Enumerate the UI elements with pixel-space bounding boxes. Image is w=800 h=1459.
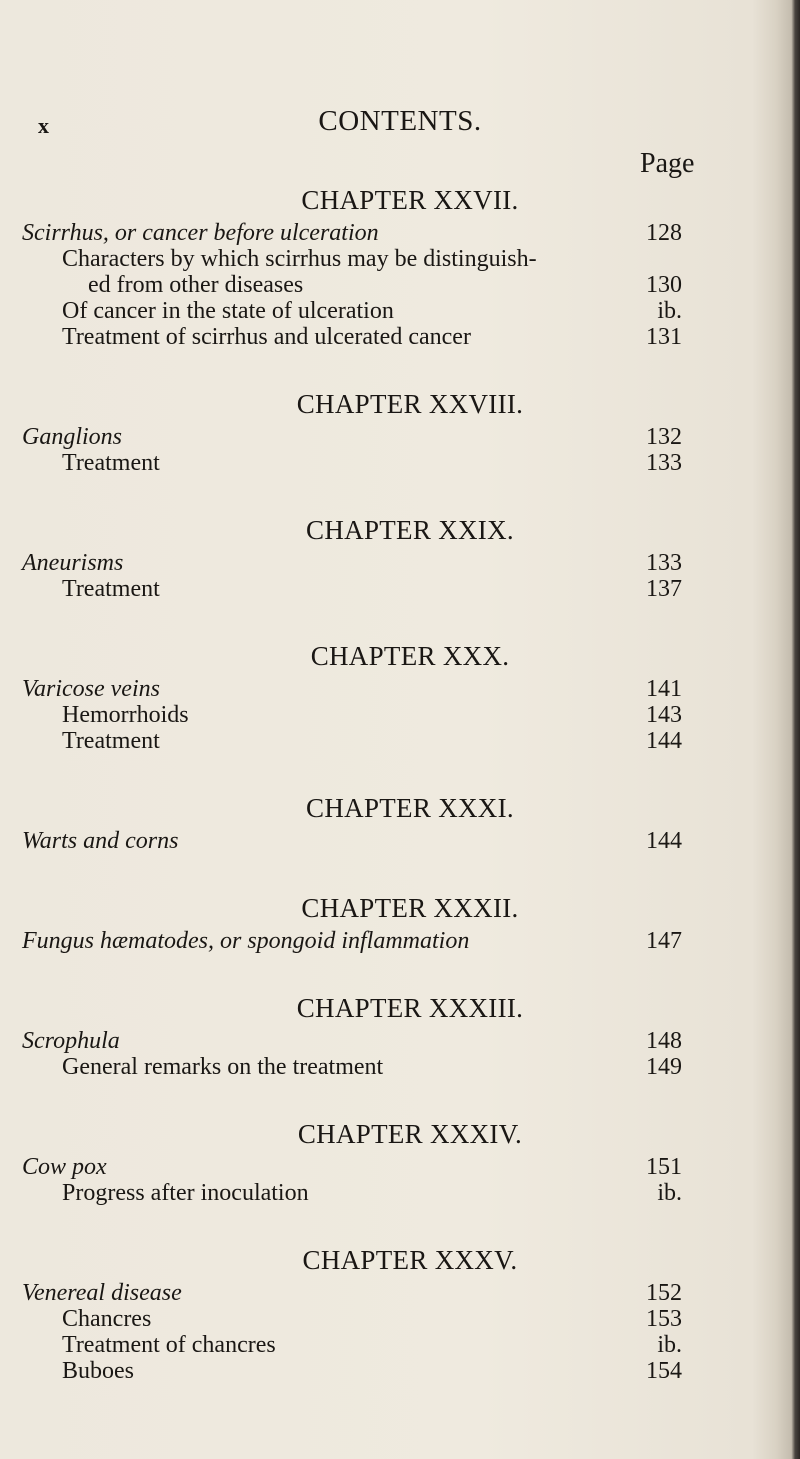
chapter-spacer <box>0 854 800 888</box>
chapter-section <box>0 1240 800 1384</box>
subject-title: Cow pox <box>22 1154 107 1180</box>
chapter-heading: CHAPTER XXIX. <box>306 515 514 545</box>
entry-text: Buboes <box>62 1358 134 1384</box>
subject-entry <box>0 550 800 576</box>
page-number: 152 <box>646 1280 682 1306</box>
subject-entry <box>0 676 800 702</box>
subject-entry <box>0 424 800 450</box>
entry-line <box>0 298 800 324</box>
subject-title: Fungus hæmatodes, or spongoid inflammation <box>22 928 470 954</box>
table-of-contents <box>0 180 800 1384</box>
entry-text: Treatment of scirrhus and ulcerated cancer <box>62 324 471 350</box>
page-number: ib. <box>657 1180 682 1206</box>
subject-entry <box>0 1154 800 1180</box>
subject-title: Aneurisms <box>22 550 124 576</box>
chapter-spacer <box>0 954 800 988</box>
subject-entry <box>0 928 800 954</box>
subject-title: Ganglions <box>22 424 123 450</box>
chapter-section <box>0 180 800 350</box>
subject-title: Scirrhus, or cancer before ulceration <box>22 220 379 246</box>
page-header <box>0 103 800 143</box>
entry-line <box>0 324 800 350</box>
subject-entry <box>0 1028 800 1054</box>
page-number: 130 <box>646 272 682 298</box>
chapter-spacer <box>0 1206 800 1240</box>
entry-text: Treatment <box>62 728 160 754</box>
entry-text: Treatment <box>62 576 160 602</box>
subject-entry <box>0 220 800 246</box>
page-number: 147 <box>646 928 682 954</box>
page-number: 132 <box>646 424 682 450</box>
page-number: 144 <box>646 728 682 754</box>
chapter-section <box>0 510 800 602</box>
page-number: 128 <box>646 220 682 246</box>
entry-line <box>0 1306 800 1332</box>
chapter-heading: CHAPTER XXVIII. <box>296 389 524 419</box>
chapter-spacer <box>0 476 800 510</box>
chapter-section <box>0 1114 800 1206</box>
page-number: 149 <box>646 1054 682 1080</box>
subject-title: Scrophula <box>22 1028 120 1054</box>
entry-text: Progress after inoculation <box>62 1180 309 1206</box>
entry-text: Characters by which scirrhus may be distinguish- <box>62 246 537 272</box>
page-number: 137 <box>646 576 682 602</box>
page-number: 143 <box>646 702 682 728</box>
page-number: 141 <box>646 676 682 702</box>
chapter-heading: CHAPTER XXXIV. <box>297 1119 523 1149</box>
subject-title: Warts and corns <box>22 828 179 854</box>
subject-entry <box>0 828 800 854</box>
chapter-section <box>0 888 800 954</box>
chapter-heading: CHAPTER XXVII. <box>301 185 519 215</box>
page-number: 144 <box>646 828 682 854</box>
chapter-spacer <box>0 602 800 636</box>
running-title: CONTENTS. <box>318 105 482 137</box>
page-number: 148 <box>646 1028 682 1054</box>
entry-line <box>0 728 800 754</box>
entry-line <box>0 1332 800 1358</box>
entry-line <box>0 450 800 476</box>
entry-text: Chancres <box>62 1306 152 1332</box>
page-number: 133 <box>646 450 682 476</box>
entry-line <box>0 702 800 728</box>
page-number: ib. <box>657 1332 682 1358</box>
chapter-section <box>0 988 800 1080</box>
chapter-section <box>0 384 800 476</box>
chapter-spacer <box>0 350 800 384</box>
chapter-spacer <box>0 754 800 788</box>
entry-text: Treatment of chancres <box>62 1332 276 1358</box>
page-number: 133 <box>646 550 682 576</box>
page-number: ib. <box>657 298 682 324</box>
entry-text-continued: ed from other diseases <box>88 272 304 298</box>
page-number: 154 <box>646 1358 682 1384</box>
entry-line <box>0 1358 800 1384</box>
chapter-heading: CHAPTER XXXV. <box>302 1245 518 1275</box>
subject-title: Venereal disease <box>22 1280 182 1306</box>
chapter-heading: CHAPTER XXXI. <box>306 793 514 823</box>
entry-line <box>0 1054 800 1080</box>
entry-text: Of cancer in the state of ulceration <box>62 298 394 324</box>
entry-text: Treatment <box>62 450 160 476</box>
page-number: 131 <box>646 324 682 350</box>
chapter-heading: CHAPTER XXXII. <box>301 893 519 923</box>
page-number: 151 <box>646 1154 682 1180</box>
page-number: 153 <box>646 1306 682 1332</box>
page-column-label: Page <box>640 148 695 179</box>
chapter-section <box>0 636 800 754</box>
subject-title: Varicose veins <box>22 676 160 702</box>
entry-text: Hemorrhoids <box>62 702 189 728</box>
entry-line <box>0 576 800 602</box>
chapter-heading: CHAPTER XXXIII. <box>296 993 524 1023</box>
entry-text: General remarks on the treatment <box>62 1054 384 1080</box>
folio-number: x <box>38 113 49 138</box>
subject-entry <box>0 1280 800 1306</box>
chapter-heading: CHAPTER XXX. <box>310 641 510 671</box>
entry-line-continued <box>0 272 800 298</box>
entry-line <box>0 1180 800 1206</box>
chapter-section <box>0 788 800 854</box>
chapter-spacer <box>0 1080 800 1114</box>
entry-line <box>0 246 800 272</box>
